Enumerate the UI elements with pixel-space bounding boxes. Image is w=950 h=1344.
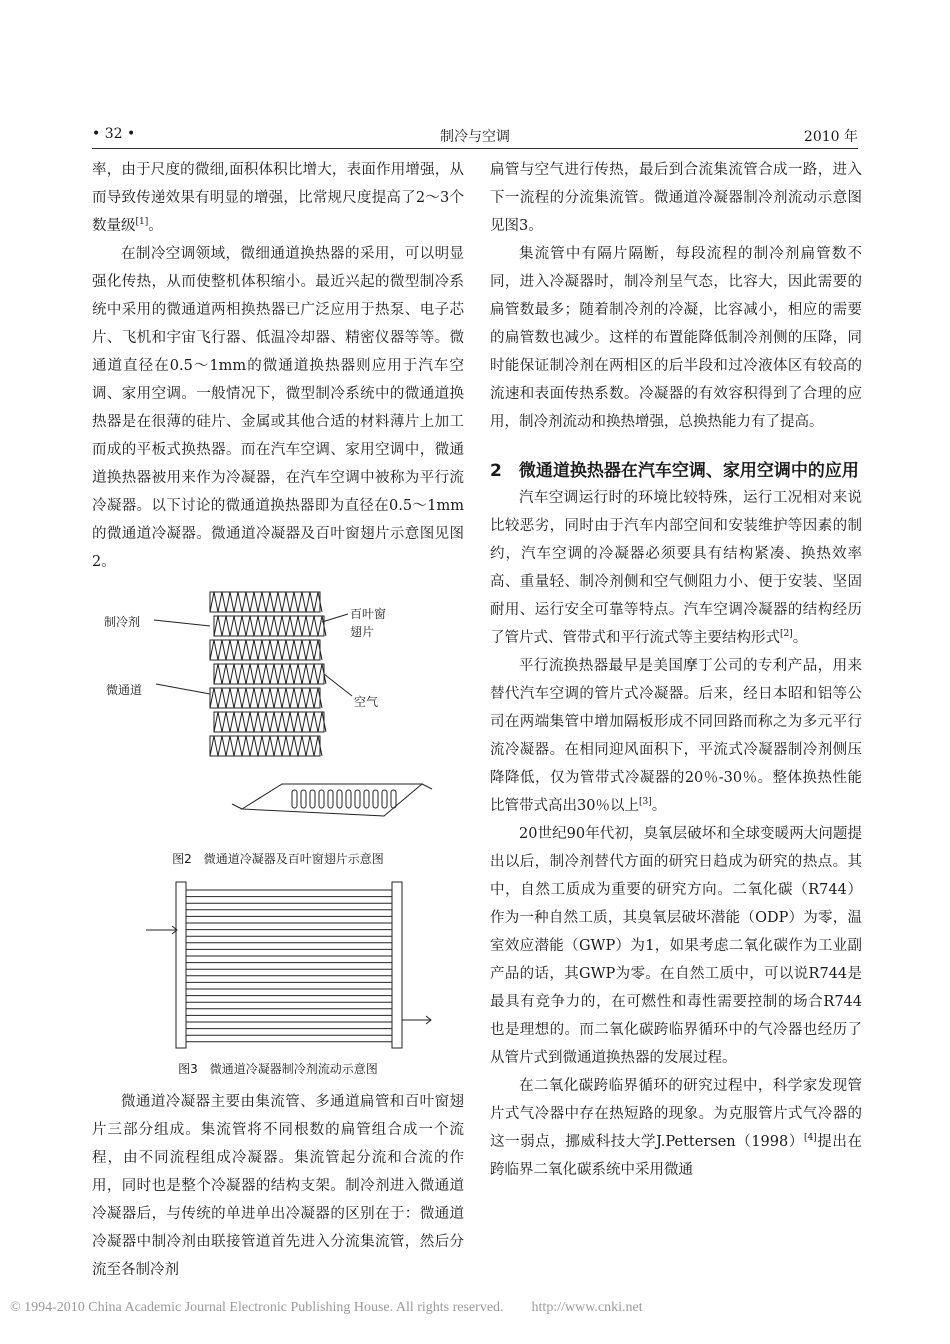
label-fin: 翅片 <box>350 625 375 639</box>
copyright-footer: © 1994-2010 China Academic Journal Electronic Publishing House. All rights reserved. http://www.cnki.net <box>10 1300 643 1315</box>
louver-slot <box>391 790 396 808</box>
condenser-louver-diagram <box>92 584 464 844</box>
louver-slot <box>301 790 306 808</box>
louver-slot <box>355 790 360 808</box>
left-paragraph-1: 率，由于尺度的微细,面积体积比增大，表面作用增强，从而导致传递效果有明显的增强，比常规尺度提高了2～3个数量级[1]。 <box>92 162 464 234</box>
label-refrigerant: 制冷剂 <box>104 615 141 629</box>
louver-slot <box>319 790 324 808</box>
fin-zigzag <box>210 736 322 756</box>
citation-1[interactable]: [1] <box>135 217 149 228</box>
citation-4[interactable]: [4] <box>803 1133 817 1144</box>
louver-slot <box>373 790 378 808</box>
citation-3[interactable]: [3] <box>638 797 652 808</box>
label-louver: 百叶窗 <box>350 607 387 621</box>
right-paragraph-2: 集流管中有隔片隔断，每段流程的制冷剂扁管数不同，进入冷凝器时，制冷剂呈气态，比容大，因此需要的扁管数最多；随着制冷剂的冷凝，比容减小，相应的需要的扁管数也减少。这样的布置能降低制冷剂侧的压降，同时能保证制冷剂在两相区的后半段和过冷液体区有较高的流速和表面传热系数。冷凝器的有效容积得到了合理的应用，制冷剂流动和换热增强，总换热能力有了提高。 <box>490 246 862 430</box>
refrigerant-flow-diagram <box>92 878 464 1054</box>
left-paragraph-3: 微通道冷凝器主要由集流管、多通道扁管和百叶窗翅片三部分组成。集流管将不同根数的扁管组合成一个流程，由不同流程组成冷凝器。集流管起分流和合流的作用，同时也是整个冷凝器的结构支架。制冷剂进入微通道冷凝器后，与传统的单进单出冷凝器的区别在于：微通道冷凝器中制冷剂由联接管道首先进入分流集流管，然后分流至各制冷剂 <box>92 1094 464 1278</box>
right-column <box>490 156 862 1184</box>
fin-zigzag <box>214 616 326 636</box>
fin-zigzag <box>214 664 326 684</box>
page-header <box>92 126 858 149</box>
section-2-title: 2 微通道换热器在汽车空调、家用空调中的应用 <box>490 461 859 481</box>
fin-zigzag <box>214 712 326 732</box>
louver-slot <box>292 790 297 808</box>
louver-slot <box>310 790 315 808</box>
figure-2 <box>92 584 464 844</box>
left-column <box>92 156 464 1284</box>
louver-slot <box>346 790 351 808</box>
figure-3-caption: 图3 微通道冷凝器制冷剂流动示意图 <box>178 1062 378 1076</box>
figure-3 <box>92 878 464 1054</box>
label-microchannel: 微通道 <box>106 683 143 697</box>
header-year: 2010 年 <box>803 129 858 145</box>
right-paragraph-6: 在二氧化碳跨临界循环的研究过程中，科学家发现管片式气冷器中存在热短路的现象。为克服管片式气冷器的这一弱点，挪威科技大学J.Pettersen（1998）[4]提出在跨临界二氧化碳系统中采用微通 <box>490 1078 862 1178</box>
fin-zigzag <box>210 640 322 660</box>
louver-slot <box>328 790 333 808</box>
right-paragraph-3: 汽车空调运行时的环境比较特殊，运行工况相对来说比较恶劣，同时由于汽车内部空间和安装维护等因素的制约，汽车空调的冷凝器必须要具有结构紧凑、换热效率高、重量轻、制冷剂侧和空气侧阻力小、便于安装、坚固耐用、运行安全可靠等特点。汽车空调冷凝器的结构经历了管片式、管带式和平行流式等主要结构形式[2]。 <box>490 490 862 646</box>
fin-zigzag <box>210 688 322 708</box>
citation-2[interactable]: [2] <box>780 629 793 640</box>
figure-2-caption: 图2 微通道冷凝器及百叶窗翅片示意图 <box>172 852 384 866</box>
right-paragraph-4: 平行流换热器最早是美国摩丁公司的专利产品，用来替代汽车空调的管片式冷凝器。后来，经日本昭和铝等公司在两端集管中增加隔板形成不同回路而称之为多元平行流冷凝器。在相同迎风面积下，平流式冷凝器制冷剂侧压降降低，仅为管带式冷凝器的20％-30％。整体换热性能比管带式高出30％以上[3]。 <box>490 658 862 814</box>
right-paragraph-5: 20世纪90年代初，臭氧层破坏和全球变暖两大问题提出以后，制冷剂替代方面的研究日趋成为研究的热点。其中，自然工质成为重要的研究方向。二氧化碳（R744）作为一种自然工质，其臭氧层破坏潜能（ODP）为零，温室效应潜能（GWP）为1，如果考虑二氧化碳作为工业副产品的话，其GWP为零。在自然工质中，可以说R744是最具有竞争力的，在可燃性和毒性需要控制的场合R744也是理想的。而二氧化碳跨临界循环中的气冷器也经历了从管片式到微通道换热器的发展过程。 <box>490 826 862 1066</box>
louver-slot <box>364 790 369 808</box>
fin-zigzag <box>210 592 322 612</box>
label-air: 空气 <box>354 695 379 709</box>
louver-slot <box>337 790 342 808</box>
page-number: • 32 • <box>92 126 136 142</box>
louver-slot <box>382 790 387 808</box>
journal-title: 制冷与空调 <box>440 129 510 145</box>
left-paragraph-2: 在制冷空调领域，微细通道换热器的采用，可以明显强化传热，从而使整机体积缩小。最近兴起的微型制冷系统中采用的微通道两相换热器已广泛应用于热泵、电子芯片、飞机和宇宙飞行器、低温冷却器、精密仪器等等。微通道直径在0.5～1mm的微通道换热器则应用于汽车空调、家用空调。一般情况下，微型制冷系统中的微通道换热器是在很薄的硅片、金属或其他合适的材料薄片上加工而成的平板式换热器。而在汽车空调、家用空调中，微通道换热器被用来作为冷凝器，在汽车空调中被称为平行流冷凝器。以下讨论的微通道换热器即为直径在0.5～1mm的微通道冷凝器。微通道冷凝器及百叶窗翅片示意图见图2。 <box>92 246 464 570</box>
right-paragraph-1: 扁管与空气进行传热，最后到合流集流管合成一路，进入下一流程的分流集流管。微通道冷凝器制冷剂流动示意图见图3。 <box>490 162 862 234</box>
